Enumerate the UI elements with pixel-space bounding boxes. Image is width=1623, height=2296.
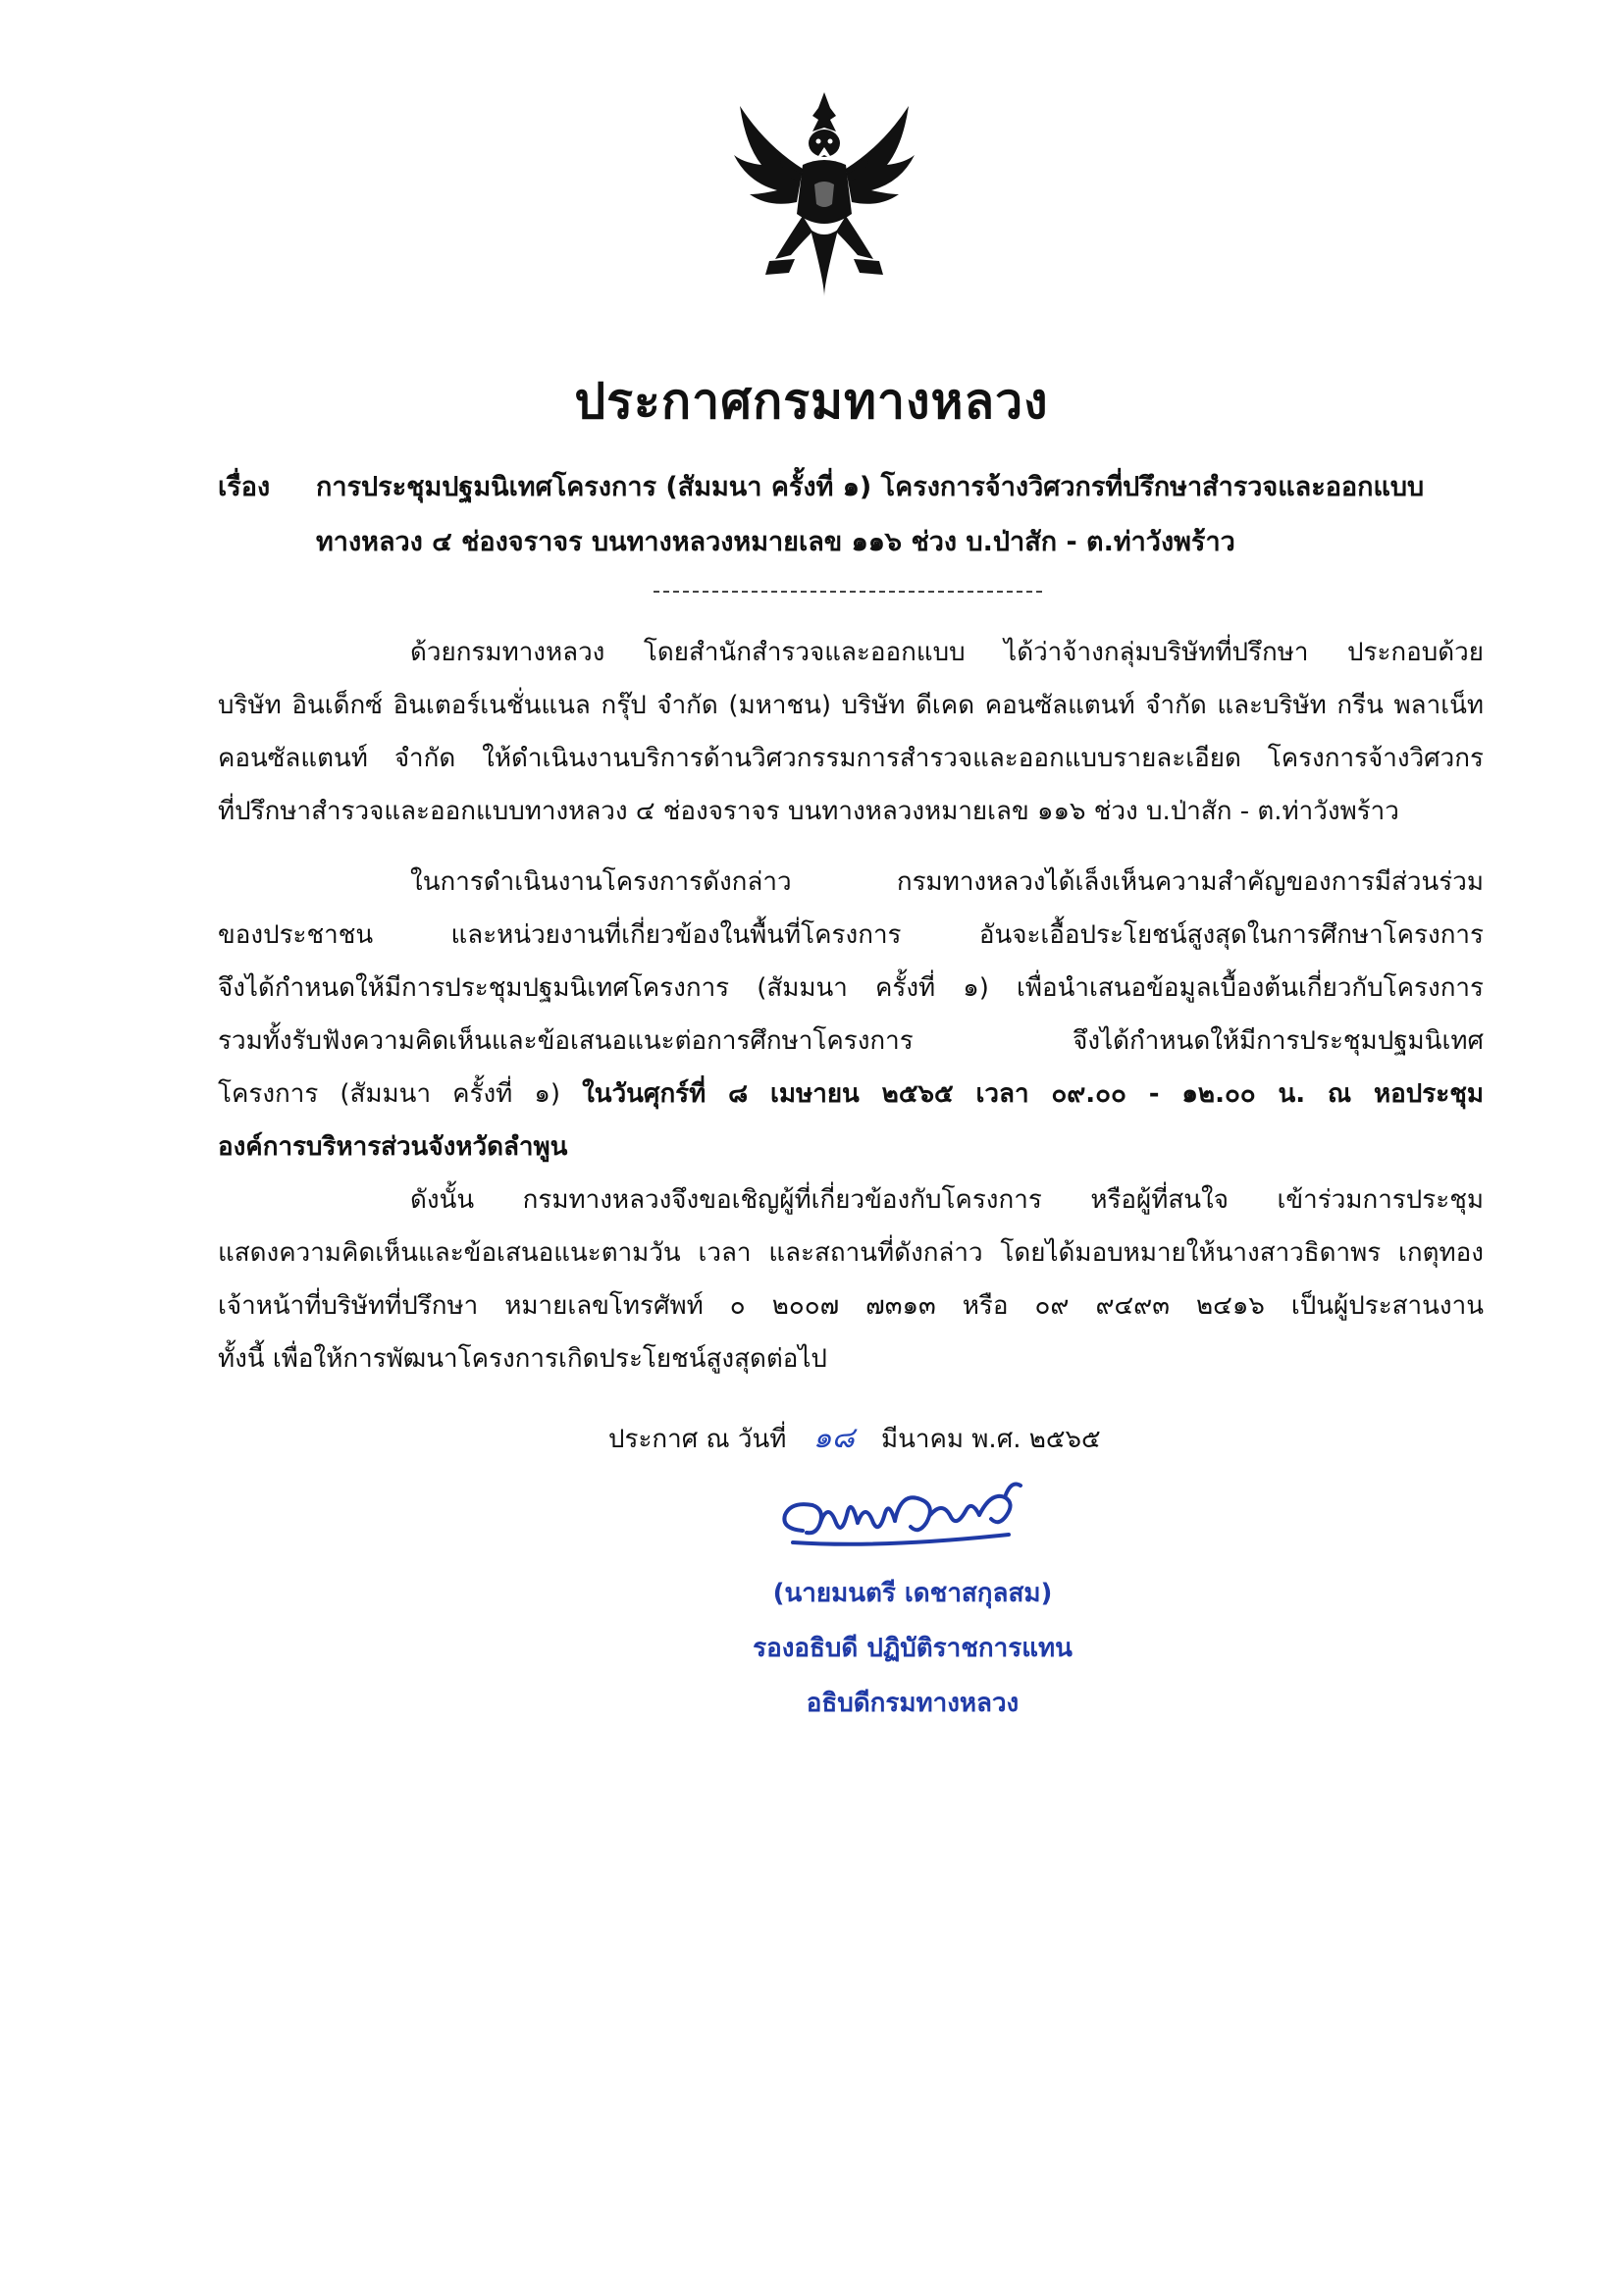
paragraph-line: จึงได้กำหนดให้มีการประชุมปฐมนิเทศโครงการ (สัมมนา ครั้งที่ ๑) เพื่อนำเสนอข้อมูลเบื้องต้นเกี่ยวกับโครงการ [218, 973, 1484, 1003]
garuda-emblem-icon [726, 86, 922, 302]
body-paragraph-2 [218, 856, 1484, 1174]
paragraph-line: ด้วยกรมทางหลวง โดยสำนักสำรวจและออกแบบ ได้ว่าจ้างกลุ่มบริษัทที่ปรึกษา ประกอบด้วย [410, 638, 1484, 667]
paragraph-line: แสดงความคิดเห็นและข้อเสนอแนะตามวัน เวลา และสถานที่ดังกล่าว โดยได้มอบหมายให้นางสาวธิดาพร เกตุทอง [218, 1238, 1484, 1268]
announcement-date [608, 1415, 1101, 1461]
paragraph-line: ที่ปรึกษาสำรวจและออกแบบทางหลวง ๔ ช่องจราจร บนทางหลวงหมายเลข ๑๑๖ ช่วง บ.ป่าสัก - ต.ท่าวังพร้าว [218, 797, 1399, 826]
paragraph-line: ทั้งนี้ เพื่อให้การพัฒนาโครงการเกิดประโยชน์สูงสุดต่อไป [218, 1344, 827, 1374]
paragraph-line: ของประชาชน และหน่วยงานที่เกี่ยวข้องในพื้นที่โครงการ อันจะเอื้อประโยชน์สูงสุดในการศึกษาโครงการ [218, 920, 1484, 950]
paragraph-line: เจ้าหน้าที่บริษัทที่ปรึกษา หมายเลขโทรศัพท์ ๐ ๒๐๐๗ ๗๓๑๓ หรือ ๐๙ ๙๔๙๓ ๒๔๑๖ เป็นผู้ประสานงาน [218, 1291, 1484, 1321]
paragraph-line: ในการดำเนินงานโครงการดังกล่าว กรมทางหลวงได้เล็งเห็นความสำคัญของการมีส่วนร่วม [410, 867, 1484, 897]
meeting-venue-text: องค์การบริหารส่วนจังหวัดลำพูน [218, 1132, 568, 1162]
body-paragraph-1 [218, 626, 1484, 838]
signer-organization: อธิบดีกรมทางหลวง [806, 1689, 1020, 1718]
meeting-datetime-text: ในวันศุกร์ที่ ๘ เมษายน ๒๕๖๕ เวลา ๐๙.๐๐ - ๑๒.๐๐ น. ณ หอประชุม [582, 1079, 1484, 1109]
separator-divider [654, 591, 1042, 593]
paragraph-line: บริษัท อินเด็กซ์ อินเตอร์เนชั่นแนล กรุ๊ป จำกัด (มหาชน) บริษัท ดีเคด คอนซัลแตนท์ จำกัด และบริษัท กรีน พลาเน็ท [218, 691, 1484, 720]
page-title: ประกาศกรมทางหลวง [574, 373, 1049, 430]
announcement-prefix: ประกาศ ณ วันที่ [608, 1425, 787, 1454]
paragraph-line: รวมทั้งรับฟังความคิดเห็นและข้อเสนอแนะต่อการศึกษาโครงการ จึงได้กำหนดให้มีการประชุมปฐมนิเทศ [218, 1026, 1484, 1056]
signer-position: รองอธิบดี ปฏิบัติราชการแทน [753, 1634, 1073, 1663]
subject-line: ทางหลวง ๔ ช่องจราจร บนทางหลวงหมายเลข ๑๑๖ ช่วง บ.ป่าสัก - ต.ท่าวังพร้าว [316, 527, 1235, 557]
meeting-intro-text: โครงการ (สัมมนา ครั้งที่ ๑) [218, 1079, 583, 1109]
paragraph-line [218, 1068, 1484, 1121]
announcement-month-year: มีนาคม พ.ศ. ๒๕๖๕ [880, 1425, 1101, 1454]
body-paragraph-3 [218, 1174, 1484, 1385]
paragraph-line: ดังนั้น กรมทางหลวงจึงขอเชิญผู้ที่เกี่ยวข้องกับโครงการ หรือผู้ที่สนใจ เข้าร่วมการประชุม [410, 1185, 1484, 1215]
subject-label: เรื่อง [218, 472, 271, 502]
signer-block [687, 1566, 1138, 1731]
handwritten-signature [763, 1472, 1038, 1560]
signer-name: (นายมนตรี เดชาสกุลสม) [772, 1579, 1053, 1608]
announcement-day: ๑๘ [812, 1421, 855, 1455]
subject-line: การประชุมปฐมนิเทศโครงการ (สัมมนา ครั้งที่ ๑) โครงการจ้างวิศวกรที่ปรึกษาสำรวจและออกแบบ [316, 472, 1425, 502]
paragraph-line: คอนซัลแตนท์ จำกัด ให้ดำเนินงานบริการด้านวิศวกรรมการสำรวจและออกแบบรายละเอียด โครงการจ้างวิศวกร [218, 744, 1484, 773]
